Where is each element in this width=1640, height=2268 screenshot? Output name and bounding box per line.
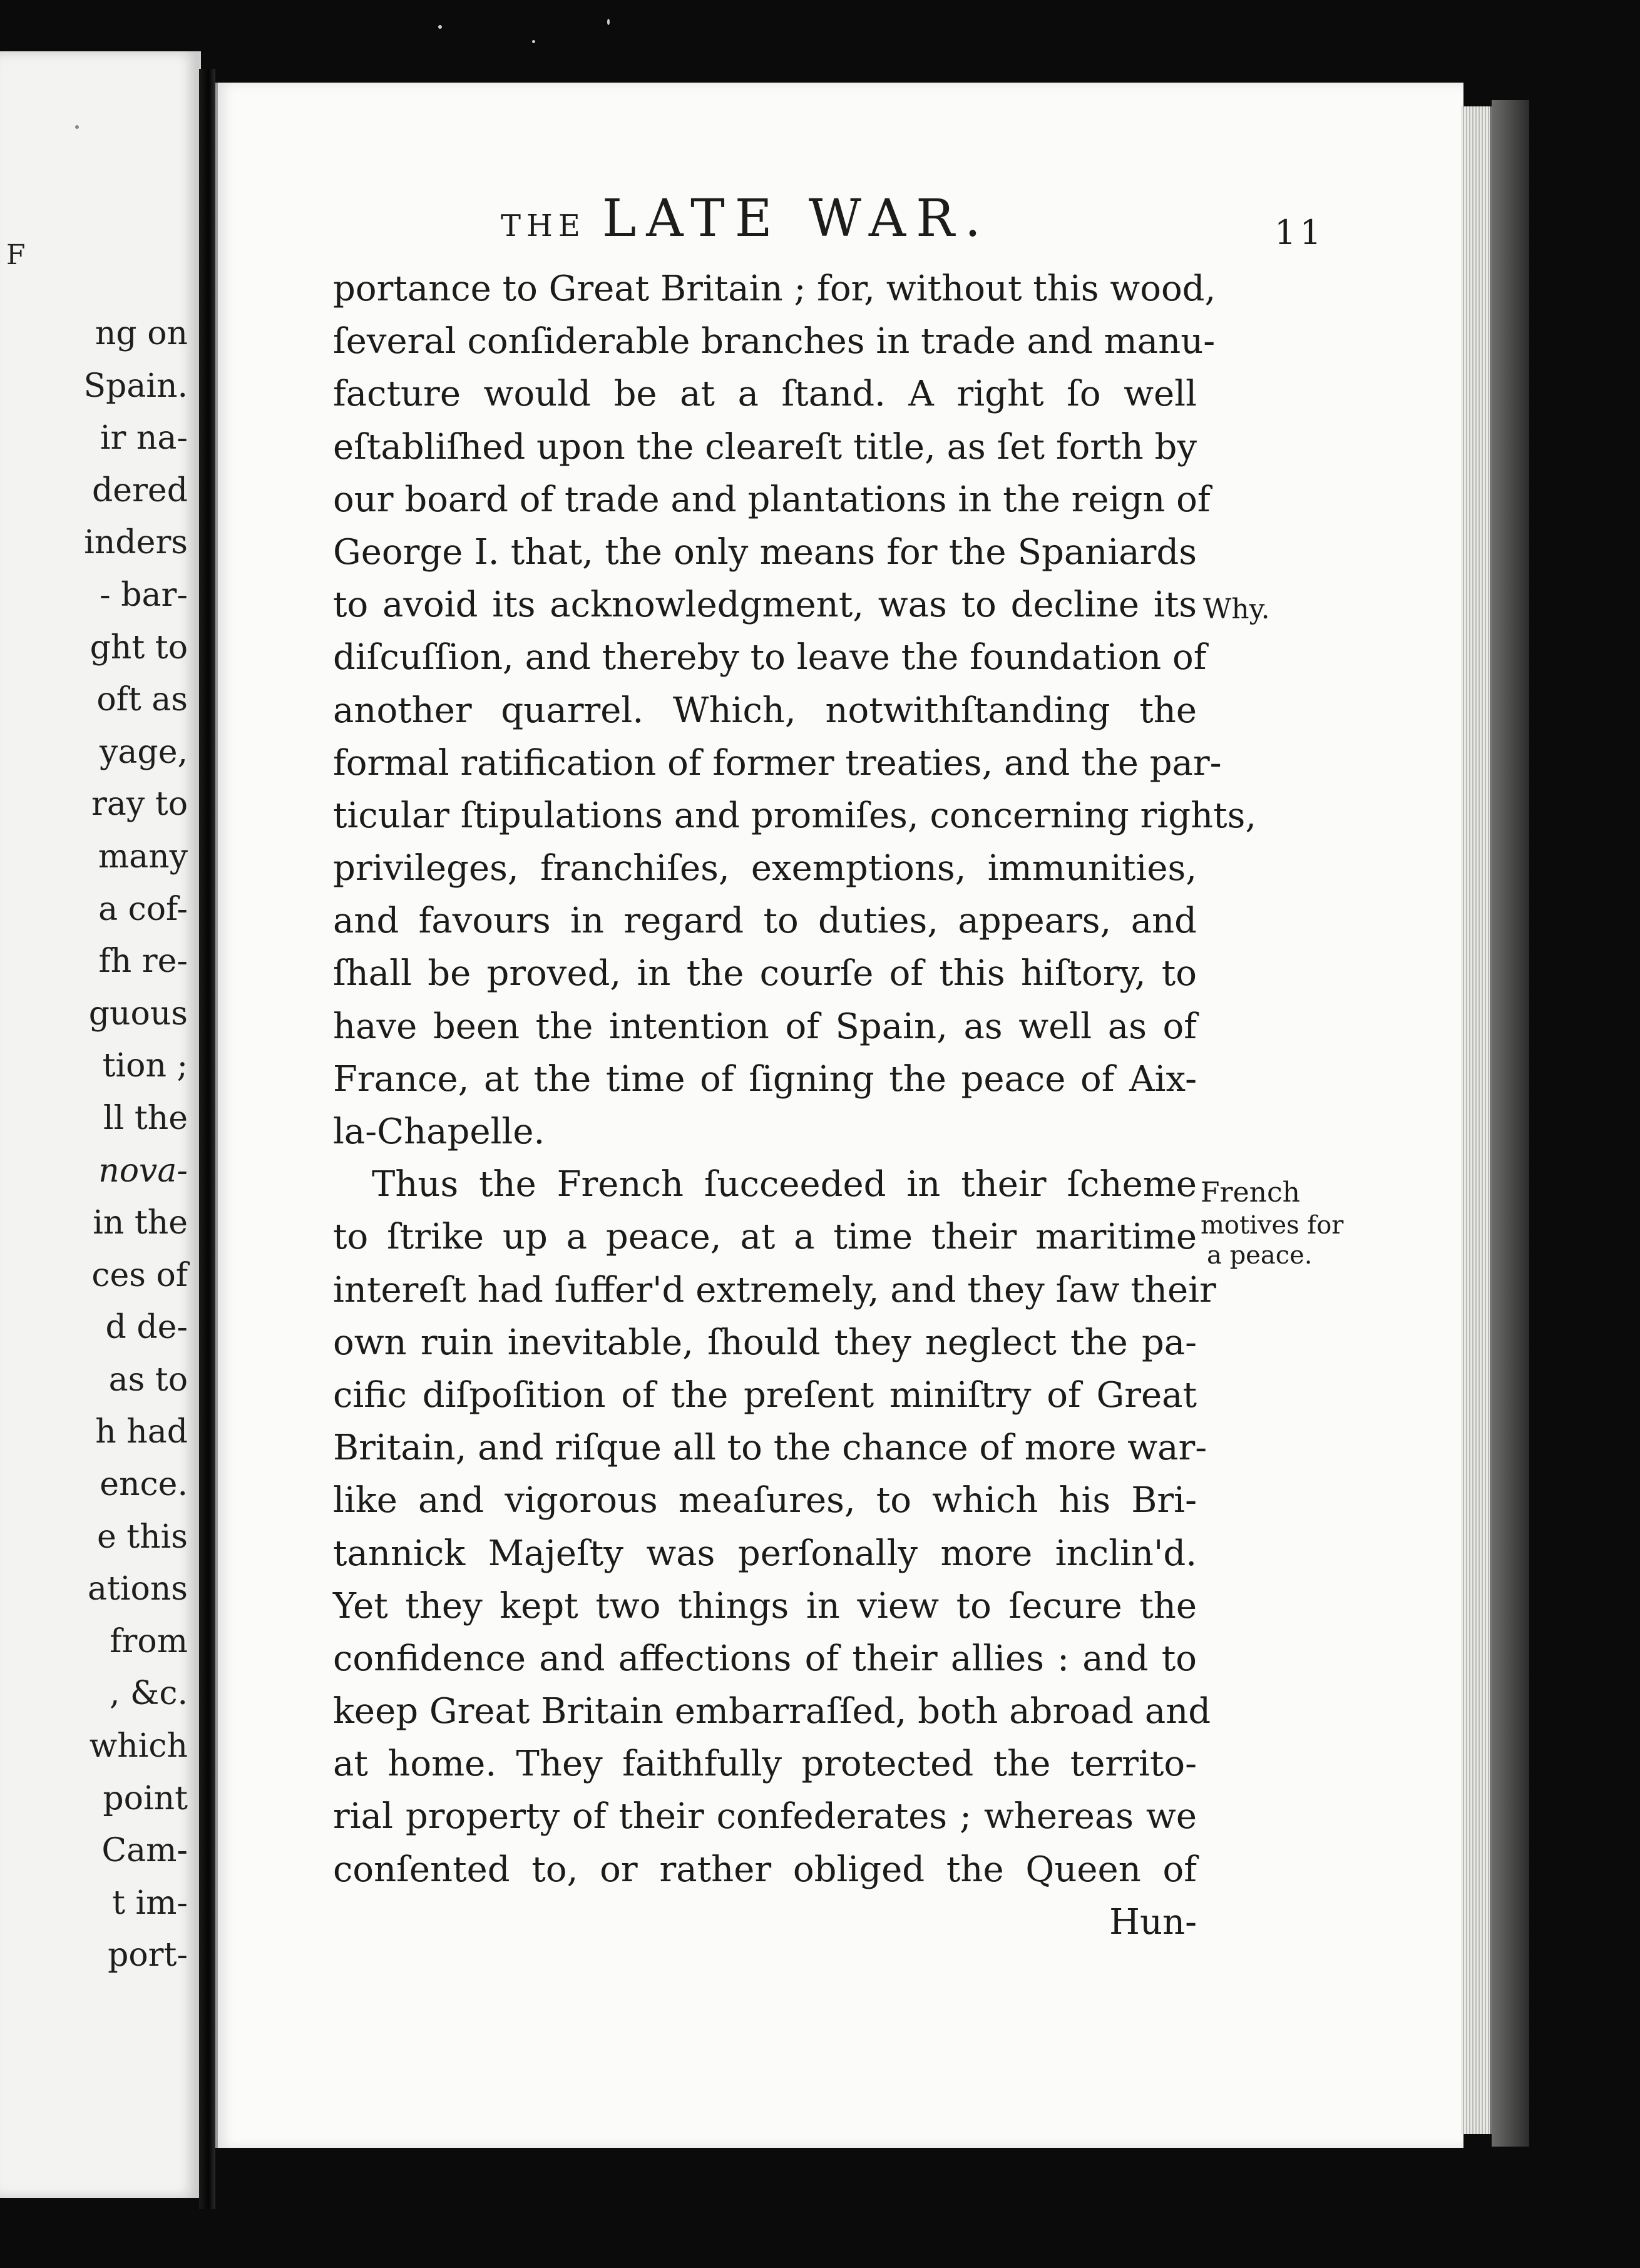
catchword: Hun- bbox=[1109, 1901, 1197, 1943]
left-line: in the bbox=[93, 1204, 188, 1242]
text-line: eſtabliſhed upon the cleareſt title, as ſet forth by bbox=[333, 426, 1197, 467]
left-line: as to bbox=[108, 1361, 188, 1399]
text-line: George I. that, the only means for the Spaniards bbox=[333, 531, 1197, 573]
left-line: ir na- bbox=[100, 419, 188, 457]
text-line: formal ratification of former treaties, and the par- bbox=[333, 742, 1222, 784]
scan-speck bbox=[532, 40, 535, 43]
margin-note-line: a peace. bbox=[1207, 1241, 1313, 1270]
text-line: ſhall be proved, in the courſe of this hiſtory, to bbox=[333, 953, 1197, 994]
running-head-title: LATE WAR. bbox=[602, 189, 991, 248]
left-line: ll the bbox=[103, 1099, 188, 1137]
left-line: which bbox=[89, 1727, 188, 1765]
left-line: h had bbox=[95, 1413, 188, 1451]
book-gutter bbox=[199, 69, 215, 2209]
text-line: rial property of their confederates ; whereas we bbox=[333, 1796, 1197, 1837]
left-line: a cof- bbox=[98, 890, 188, 928]
text-line: portance to Great Britain ; for, without this wood, bbox=[333, 268, 1216, 309]
text-line: to ſtrike up a peace, at a time their maritime bbox=[333, 1217, 1197, 1258]
text-line: confidence and affections of their allies : and to bbox=[333, 1638, 1197, 1679]
left-line: ence. bbox=[100, 1466, 188, 1504]
left-line: Cam- bbox=[101, 1832, 188, 1870]
scan-speck bbox=[75, 125, 79, 129]
left-line: e this bbox=[96, 1518, 188, 1556]
left-line: port- bbox=[108, 1936, 188, 1974]
text-line: France, at the time of ſigning the peace of Aix- bbox=[333, 1058, 1197, 1100]
left-line: from bbox=[110, 1622, 188, 1660]
left-line: oft as bbox=[96, 681, 188, 719]
book-cover-edge bbox=[1492, 100, 1529, 2147]
left-line: point bbox=[103, 1779, 188, 1817]
left-line: t im- bbox=[112, 1884, 188, 1922]
left-line: ng on bbox=[95, 315, 188, 352]
scan-speck bbox=[607, 19, 610, 25]
text-line: to avoid its acknowledgment, was to decline its bbox=[333, 585, 1197, 626]
margin-note-why: Why. bbox=[1203, 593, 1270, 625]
left-line: - bar- bbox=[100, 576, 188, 614]
text-line: ticular ſtipulations and promiſes, concerning rights, bbox=[333, 795, 1257, 836]
left-page-running-head: F bbox=[6, 239, 28, 271]
margin-note-french-motives bbox=[1201, 1178, 1343, 1270]
text-line: like and vigorous meaſures, to which his Bri- bbox=[333, 1480, 1197, 1521]
left-page-text bbox=[83, 308, 188, 1982]
text-line: own ruin inevitable, ſhould they neglect the pa- bbox=[333, 1322, 1197, 1363]
text-line: diſcuſſion, and thereby to leave the foundation of bbox=[333, 637, 1207, 678]
text-line: intereſt had ſuffer'd extremely, and they ſaw their bbox=[333, 1269, 1216, 1310]
left-line: dered bbox=[92, 471, 188, 509]
scan-speck bbox=[438, 25, 442, 29]
text-line: la-Chapelle. bbox=[333, 1111, 545, 1152]
page-edges bbox=[1461, 106, 1492, 2134]
margin-note-line: French bbox=[1201, 1177, 1300, 1208]
left-line: ray to bbox=[91, 785, 188, 824]
text-line: Thus the French ſucceeded in their ſcheme bbox=[372, 1164, 1197, 1205]
margin-note-line: motives for bbox=[1201, 1211, 1344, 1240]
left-line: guous bbox=[88, 994, 188, 1033]
left-line: ces of bbox=[91, 1256, 188, 1294]
left-line: ations bbox=[87, 1570, 188, 1608]
text-line: another quarrel. Which, notwithſtanding the bbox=[333, 690, 1197, 731]
running-head bbox=[501, 189, 991, 248]
text-line: at home. They faithfully protected the territo- bbox=[333, 1744, 1197, 1785]
text-line: tannick Majeſty was perſonally more inclin'd. bbox=[333, 1533, 1197, 1574]
left-line: tion ; bbox=[102, 1047, 188, 1085]
text-line: cific diſpoſition of the preſent miniſtry of Great bbox=[333, 1374, 1197, 1416]
text-line: have been the intention of Spain, as well as of bbox=[333, 1006, 1197, 1047]
running-head-article: THE bbox=[501, 208, 586, 243]
left-line: yage, bbox=[100, 733, 188, 771]
left-facing-page bbox=[0, 51, 201, 2198]
text-line: facture would be at a ſtand. A right ſo well bbox=[333, 374, 1197, 415]
text-line: and favours in regard to duties, appears, and bbox=[333, 901, 1197, 942]
text-line: keep Great Britain embarraſſed, both abroad and bbox=[333, 1691, 1211, 1732]
left-line: fh re- bbox=[98, 942, 188, 981]
left-line: Spain. bbox=[83, 367, 188, 405]
left-line: nova- bbox=[98, 1152, 188, 1190]
text-line: privileges, franchiſes, exemptions, immunities, bbox=[333, 848, 1197, 889]
left-line: d de- bbox=[105, 1309, 188, 1347]
text-line: ſeveral conſiderable branches in trade and manu- bbox=[333, 321, 1216, 362]
left-line: inders bbox=[84, 524, 188, 562]
text-line: Britain, and riſque all to the chance of more war- bbox=[333, 1428, 1207, 1469]
left-line: ght to bbox=[90, 628, 188, 667]
page-number: 11 bbox=[1274, 213, 1325, 252]
text-line: conſented to, or rather obliged the Queen of bbox=[333, 1849, 1197, 1890]
text-line: Yet they kept two things in view to ſecure the bbox=[333, 1585, 1197, 1627]
left-line: many bbox=[98, 837, 188, 876]
left-line: , &c. bbox=[110, 1675, 188, 1713]
text-line: our board of trade and plantations in the reign of bbox=[333, 479, 1211, 520]
